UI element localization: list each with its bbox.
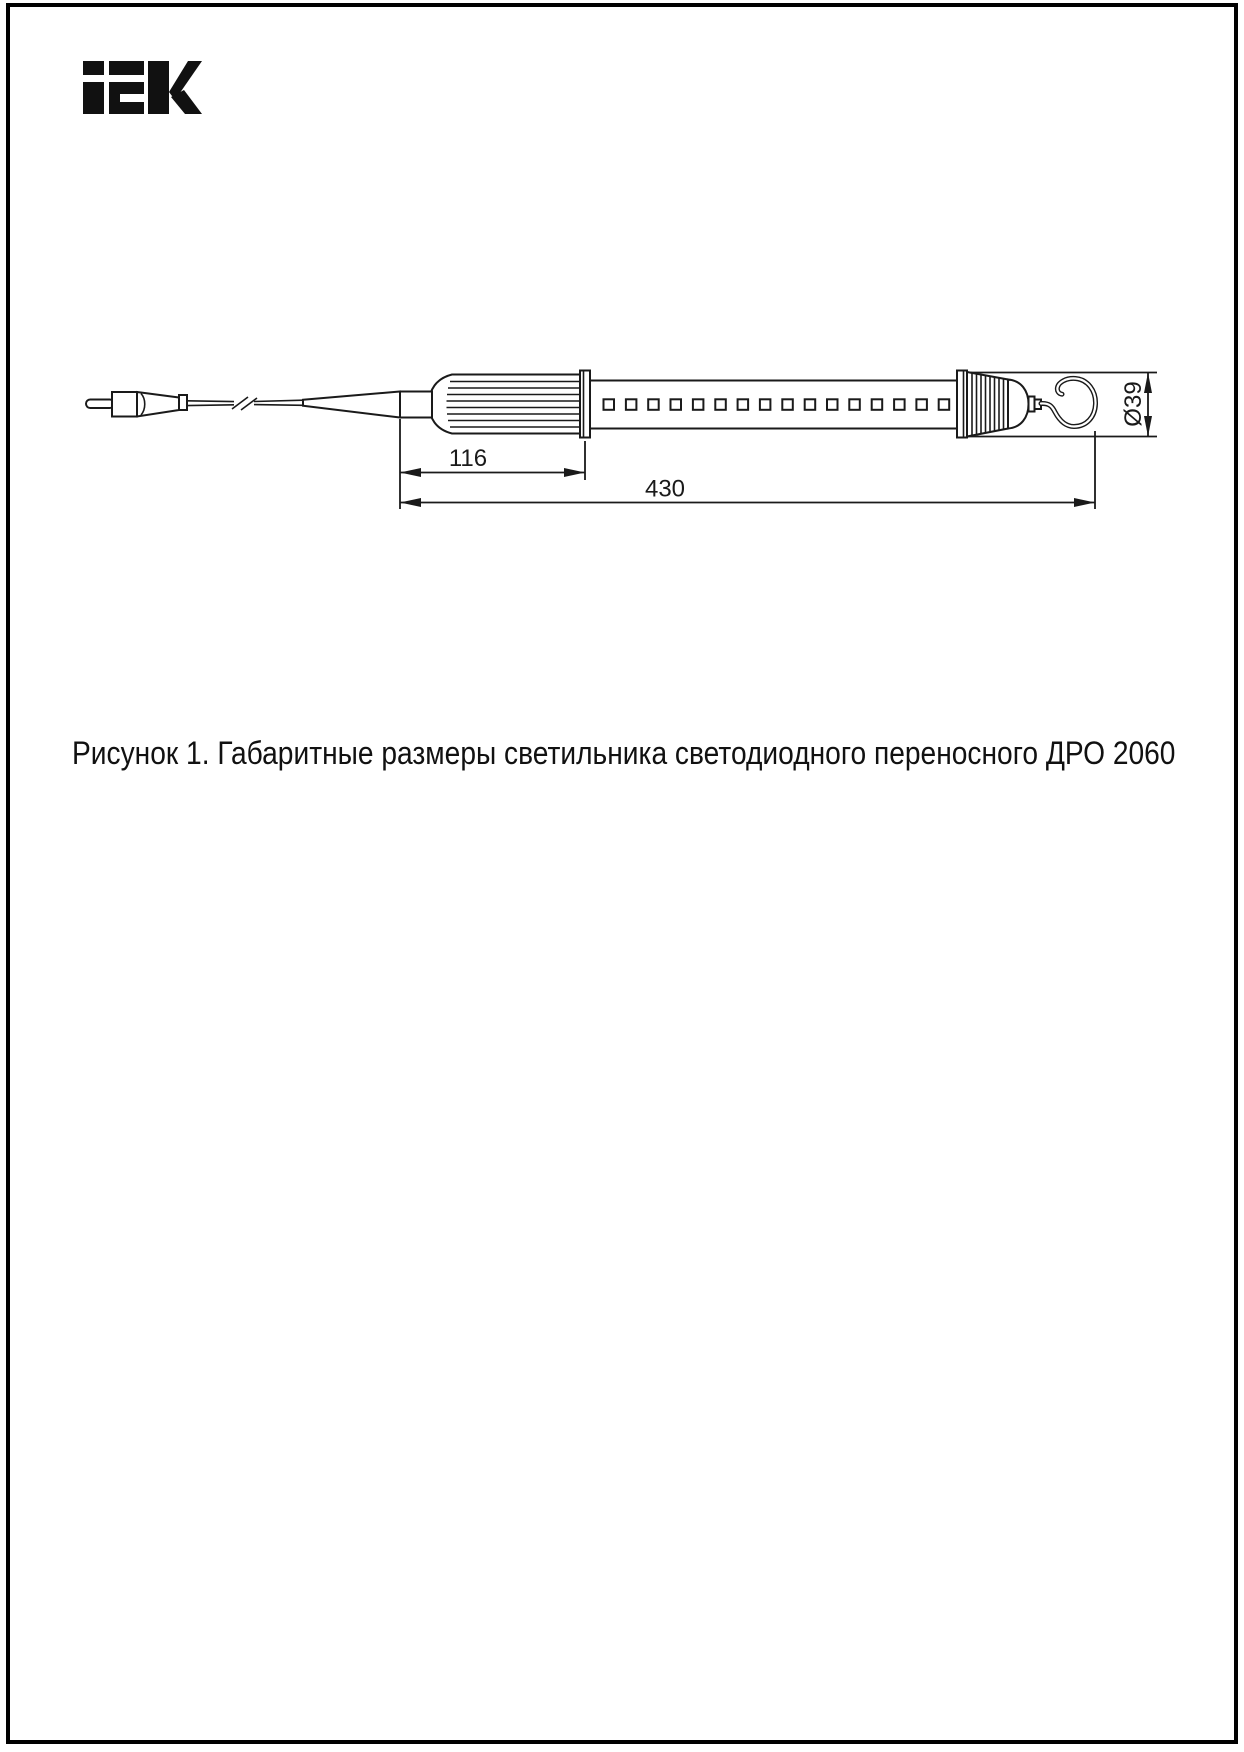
- figure-caption: Рисунок 1. Габаритные размеры светильника светодиодного переносного ДРО 2060: [72, 735, 1176, 771]
- led-dot: [916, 399, 927, 410]
- dimension-body-length: [400, 476, 1095, 508]
- iek-logo: [83, 61, 202, 114]
- end-cap: [957, 371, 1041, 438]
- dimension-label-116: 116: [448, 445, 488, 472]
- plug-body: [112, 392, 137, 417]
- dimension-label-diameter: Ø39: [1120, 381, 1147, 427]
- led-dot: [805, 399, 816, 410]
- plug-pin: [86, 400, 114, 409]
- cable-break-symbol: [232, 397, 257, 410]
- cable-strain-relief: [303, 392, 432, 418]
- led-dot: [604, 399, 615, 410]
- led-dot: [715, 399, 726, 410]
- dimension-diameter: [1120, 373, 1152, 437]
- led-dot: [872, 399, 883, 410]
- led-dot: [827, 399, 838, 410]
- end-cap-dome: [1008, 380, 1029, 429]
- dimension-handle-length: [400, 445, 585, 477]
- led-dot: [782, 399, 793, 410]
- led-dot: [939, 399, 950, 410]
- plug-collar: [179, 395, 187, 410]
- led-dot: [671, 399, 682, 410]
- hanging-hook: [1041, 378, 1096, 426]
- led-dot: [738, 399, 749, 410]
- led-dot: [626, 399, 637, 410]
- led-dot: [693, 399, 704, 410]
- led-dot: [849, 399, 860, 410]
- dimension-label-430: 430: [644, 475, 686, 503]
- led-dot: [760, 399, 771, 410]
- plug: [86, 392, 187, 417]
- handle: [429, 375, 580, 434]
- led-dot: [894, 399, 905, 410]
- power-cable: [187, 397, 303, 410]
- handle-flange: [580, 371, 590, 438]
- led-dot: [648, 399, 659, 410]
